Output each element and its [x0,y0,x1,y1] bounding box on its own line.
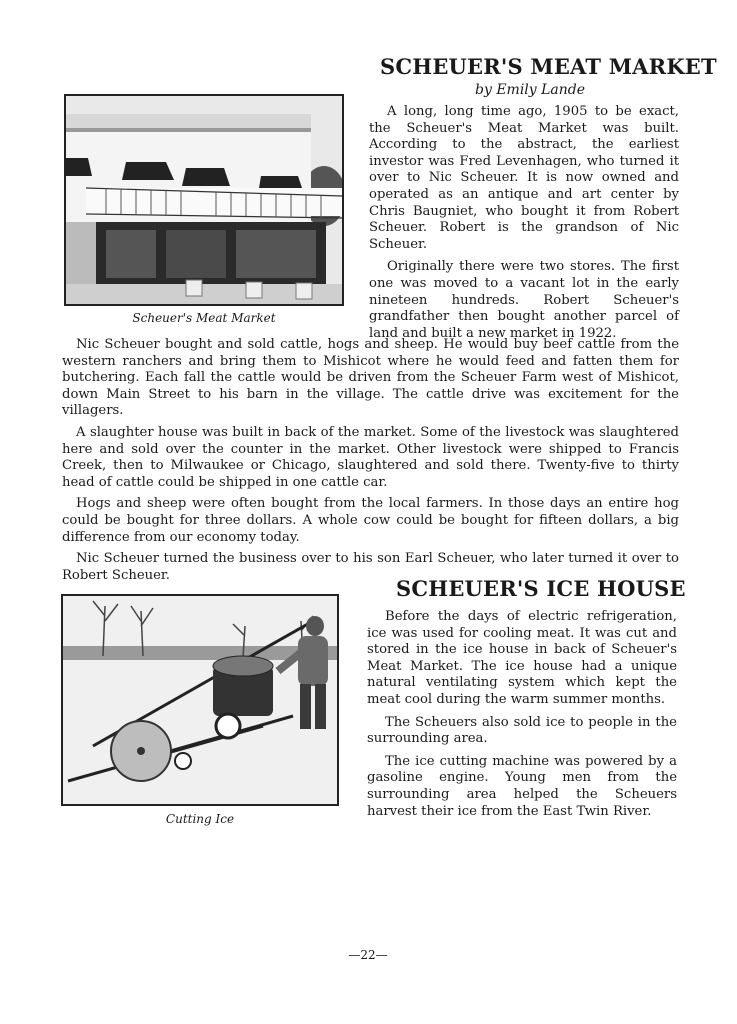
paragraph: Before the days of electric refrigeration, ice was used for cooling meat. It was cut and stored in the ice house in back of Scheuer's Meat Market. The ice house had a unique natural ventilating system which kept the meat cool during the warm summer months. [367,609,677,707]
paragraph: The ice cutting machine was powered by a gasoline engine. Young men from the surrounding area helped the Scheuers harvest their ice from the East Twin River. [367,753,677,819]
paragraph: Nic Scheuer bought and sold cattle, hogs and sheep. He would buy beef cattle from the western ranchers and bring them to Mishicot where he would feed and fatten them for butchering. Each fall the cattle would be driven from the Scheuer Farm west of Mishicot, down Main Street to his barn in the village. The cattle drive was excitement for the villagers. [62,337,679,419]
paragraph: Nic Scheuer turned the business over to his son Earl Scheuer, who later turned it over to Robert Scheuer. [62,551,679,583]
article-title-meat-market: SCHEUER'S MEAT MARKET [380,54,717,79]
paragraph: The Scheuers also sold ice to people in the surrounding area. [367,714,677,747]
article-byline: by Emily Lande [475,82,586,98]
article1-side-column [369,104,679,342]
meat-market-photo-caption: Scheuer's Meat Market [132,311,276,325]
paragraph: Hogs and sheep were often bought from the local farmers. In those days an entire hog could be bought for three dollars. A whole cow could be bought for fifteen dollars, a big difference from our economy today. [62,496,679,545]
cutting-ice-photo [61,594,339,806]
meat-market-photo [64,94,344,306]
page-number: —22— [348,948,388,962]
cutting-ice-photo-caption: Cutting Ice [165,812,235,826]
article1-full-column [62,337,679,584]
paragraph: Originally there were two stores. The first one was moved to a vacant lot in the early nineteen hundreds. Robert Scheuer's grandfather then bought another parcel of land and built a new market in 1922. [369,259,679,341]
article-title-ice-house: SCHEUER'S ICE HOUSE [396,576,686,601]
paragraph: A long, long time ago, 1905 to be exact, the Scheuer's Meat Market was built. According to the abstract, the earliest investor was Fred Levenhagen, who turned it over to Nic Scheuer. It is now owned and operated as an antique and art center by Chris Baugniet, who bought it from Robert Scheuer. Robert is the grandson of Nic Scheuer. [369,104,679,252]
article2-column [367,609,677,820]
paragraph: A slaughter house was built in back of the market. Some of the livestock was slaughtered here and sold over the counter in the market. Other livestock were shipped to Francis Creek, then to Milwaukee or Chicago, slaughtered and sold there. Twenty-five to thirty head of cattle could be shipped in one cattle car. [62,424,679,490]
